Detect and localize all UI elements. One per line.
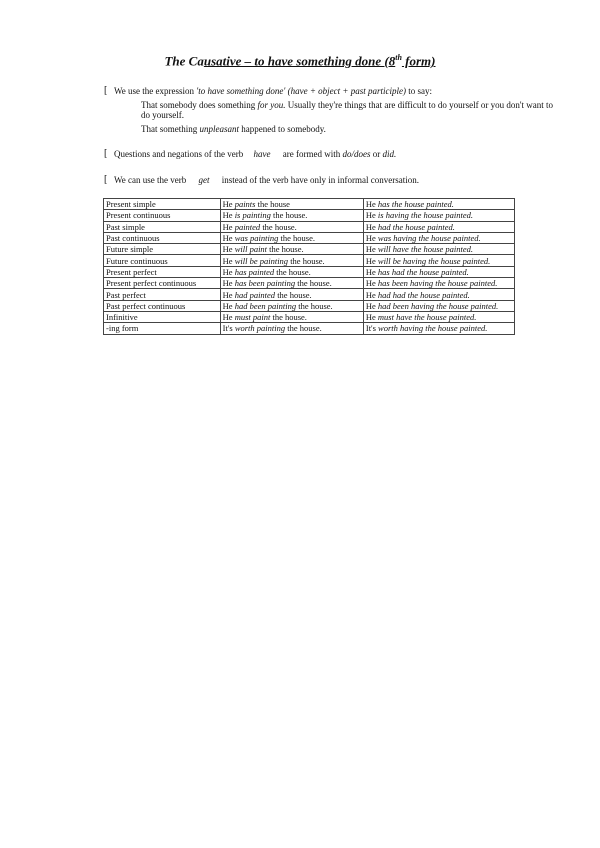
text-emphasis: did. (382, 149, 397, 159)
title-underlined: usative – to have something done (8 (203, 53, 396, 69)
text-part: He (222, 300, 235, 311)
text-emphasis: had painted (234, 289, 276, 300)
text-part: or (370, 149, 383, 159)
active-cell (220, 278, 363, 289)
text-emphasis: has the house painted. (377, 199, 454, 210)
text-part: He (222, 266, 235, 277)
table-row (104, 199, 515, 210)
tense-cell: Past perfect continuous (104, 300, 221, 311)
causative-cell (363, 289, 514, 300)
text-emphasis: had the house painted. (377, 221, 455, 232)
text-part: the house. (270, 210, 308, 221)
text-part: are formed with (280, 149, 343, 159)
active-cell (220, 311, 363, 322)
text-part: He (222, 312, 235, 323)
text-part: instead of the verb have only in informal conversation. (219, 175, 419, 185)
text-part: He (365, 210, 378, 221)
causative-table (103, 198, 515, 335)
text-emphasis: have (253, 149, 271, 159)
sub-point-unpleasant (141, 124, 561, 134)
table-row (104, 266, 515, 277)
text-emphasis: has had the house painted. (377, 266, 469, 277)
tense-cell: Infinitive (104, 311, 221, 322)
title-part: The Ca (164, 53, 204, 69)
active-cell (220, 289, 363, 300)
sub-point-for-you (141, 100, 561, 120)
text-part: the house. (274, 266, 311, 277)
text-emphasis: was having the house painted. (377, 233, 481, 244)
tense-cell: Past simple (104, 221, 221, 232)
bullet-marker: [ (104, 85, 108, 96)
text-emphasis: 'to have something done' (have + object + past participle) (196, 86, 406, 96)
causative-cell (363, 244, 514, 255)
text-part: He (365, 199, 378, 210)
bullet-text (114, 149, 396, 160)
text-part: the house. (288, 255, 325, 266)
text-emphasis: paints (234, 199, 256, 210)
text-emphasis: will be painting (234, 255, 289, 266)
page-title (0, 53, 600, 69)
text-emphasis: do/does (342, 149, 371, 159)
text-part: He (365, 266, 378, 277)
text-part: the house. (295, 278, 332, 289)
active-cell (220, 300, 363, 311)
text-emphasis: has been having the house painted. (377, 278, 498, 289)
text-part: He (222, 233, 235, 244)
table-row (104, 289, 515, 300)
table-row (104, 311, 515, 322)
text-part: It's (222, 323, 235, 334)
text-emphasis: is painting (234, 210, 271, 221)
causative-cell (363, 311, 514, 322)
text-emphasis: had been painting (234, 300, 297, 311)
text-part: the house. (275, 289, 312, 300)
text-emphasis: was painting (234, 233, 279, 244)
text-part: He (365, 289, 378, 300)
causative-cell (363, 323, 514, 334)
text-emphasis: will paint (234, 244, 268, 255)
text-part: happened to somebody. (239, 124, 326, 134)
causative-cell (363, 199, 514, 210)
text-emphasis: for you. (257, 100, 286, 110)
bullet-text (114, 86, 432, 97)
text-part: He (365, 300, 378, 311)
text-part: the house (255, 199, 290, 210)
text-emphasis: must have the house painted. (377, 312, 477, 323)
text-part: the house. (296, 300, 333, 311)
text-part: the house. (270, 312, 307, 323)
text-part: the house. (278, 233, 315, 244)
table-row (104, 210, 515, 221)
causative-cell (363, 255, 514, 266)
tense-cell: Past perfect (104, 289, 221, 300)
tense-cell: Future continuous (104, 255, 221, 266)
tense-cell: Future simple (104, 244, 221, 255)
text-part: He (222, 244, 235, 255)
causative-cell (363, 221, 514, 232)
table-row (104, 323, 515, 334)
tense-cell: Present perfect continuous (104, 278, 221, 289)
active-cell (220, 221, 363, 232)
text-part: That somebody does something (141, 100, 258, 110)
text-part: He (222, 278, 235, 289)
active-cell (220, 210, 363, 221)
table-row (104, 221, 515, 232)
text-part: the house. (285, 323, 322, 334)
text-emphasis: unpleasant (199, 124, 239, 134)
text-part: He (365, 312, 378, 323)
text-part: Questions and negations of the verb (114, 149, 246, 159)
tense-cell: -ing form (104, 323, 221, 334)
table-row (104, 278, 515, 289)
text-part: the house. (260, 221, 297, 232)
text-part: He (365, 233, 378, 244)
text-part: He (365, 255, 378, 266)
text-emphasis: has been painting (234, 278, 296, 289)
text-part: We use the expression (114, 86, 197, 96)
text-emphasis: worth having the house painted. (378, 323, 488, 334)
active-cell (220, 199, 363, 210)
bullet-marker: [ (104, 174, 108, 185)
bullet-marker: [ (104, 148, 108, 159)
table-row (104, 300, 515, 311)
text-part: He (222, 255, 235, 266)
text-part: It's (365, 323, 379, 334)
text-part: We can use the verb (114, 175, 189, 185)
text-emphasis: will be having the house painted. (377, 255, 491, 266)
causative-cell (363, 266, 514, 277)
text-part: He (365, 221, 378, 232)
text-emphasis: has painted (234, 266, 275, 277)
text-part: That something (141, 124, 200, 134)
causative-cell (363, 300, 514, 311)
text-part: He (222, 199, 235, 210)
text-part: He (365, 244, 378, 255)
tense-cell: Present simple (104, 199, 221, 210)
active-cell (220, 266, 363, 277)
text-part: He (222, 289, 235, 300)
active-cell (220, 323, 363, 334)
tense-cell: Past continuous (104, 232, 221, 243)
title-superscript: th (395, 53, 402, 62)
text-emphasis: worth painting (234, 323, 286, 334)
tense-cell: Present continuous (104, 210, 221, 221)
text-part: the house. (267, 244, 304, 255)
text-emphasis: had had the house painted. (377, 289, 470, 300)
bullet-text (114, 175, 419, 186)
causative-cell (363, 210, 514, 221)
text-part: He (365, 278, 378, 289)
text-part: He (222, 221, 235, 232)
text-emphasis: get (198, 175, 210, 185)
text-emphasis: had been having the house painted. (377, 300, 499, 311)
table-row (104, 244, 515, 255)
title-end: form) (401, 53, 436, 69)
active-cell (220, 244, 363, 255)
text-part: He (222, 210, 235, 221)
active-cell (220, 232, 363, 243)
text-part: Usually they're things that are difficult to do yourself or you don't want to do yourself. (141, 100, 554, 120)
text-emphasis: must paint (234, 312, 271, 323)
text-part: to say: (405, 86, 432, 96)
causative-cell (363, 278, 514, 289)
text-emphasis: is having the house painted. (377, 210, 474, 221)
table-row (104, 255, 515, 266)
text-emphasis: will have the house painted. (377, 244, 474, 255)
text-emphasis: painted (234, 221, 261, 232)
causative-cell (363, 232, 514, 243)
tense-cell: Present perfect (104, 266, 221, 277)
table-row (104, 232, 515, 243)
active-cell (220, 255, 363, 266)
